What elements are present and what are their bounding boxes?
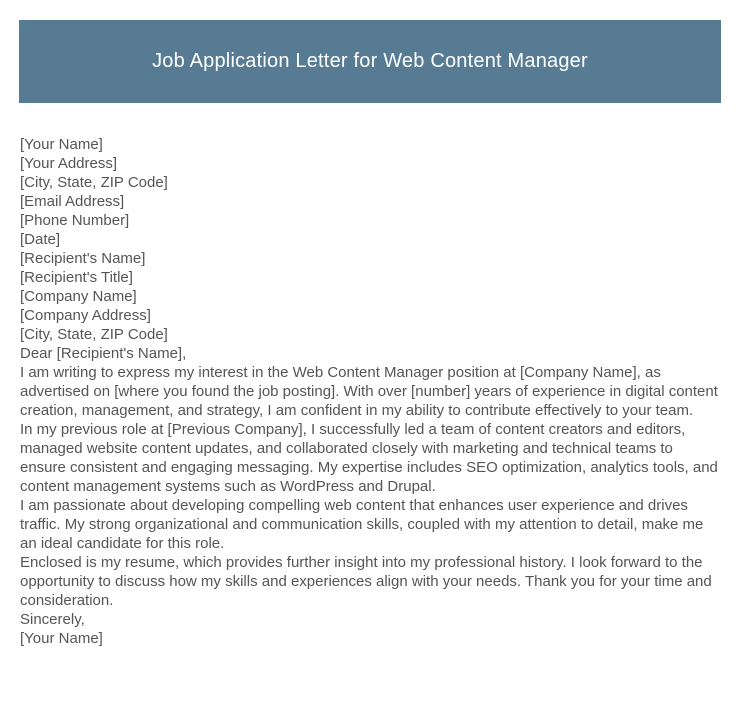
closing-line: Sincerely, xyxy=(20,611,85,628)
address-line: [Email Address] xyxy=(20,193,125,210)
address-block xyxy=(20,135,720,344)
page-title: Job Application Letter for Web Content Manager xyxy=(152,50,588,72)
address-line: [Your Address] xyxy=(20,155,118,172)
address-line: [Company Name] xyxy=(20,288,137,305)
address-line: [Date] xyxy=(20,231,61,248)
signature-line: [Your Name] xyxy=(20,630,103,647)
letter-paragraph: I am writing to express my interest in the Web Content Manager position at [Company Name], as advertised on [where you found the job posting]. With over [number] years of experience in digital content creation, management, and strategy, I am confident in my ability to contribute effectively to your team. xyxy=(20,364,718,419)
address-line: [Recipient's Title] xyxy=(20,269,133,286)
address-line: [Phone Number] xyxy=(20,212,130,229)
letter-paragraph: Enclosed is my resume, which provides further insight into my professional history. I look forward to the opportunity to discuss how my skills and experiences align with your needs. Thank you for your time and consideration. xyxy=(20,554,712,609)
letter-paragraph: In my previous role at [Previous Company], I successfully led a team of content creators and editors, managed website content updates, and collaborated closely with marketing and technical teams to ensure consistent and engaging messaging. My expertise includes SEO optimization, analytics tools, and content management systems such as WordPress and Drupal. xyxy=(20,421,718,495)
address-line: [Recipient's Name] xyxy=(20,250,146,267)
address-line: [City, State, ZIP Code] xyxy=(20,174,168,191)
address-line: [City, State, ZIP Code] xyxy=(20,326,168,343)
address-line: [Company Address] xyxy=(20,307,151,324)
letter-paragraph: I am passionate about developing compelling web content that enhances user experience and drives traffic. My strong organizational and communication skills, coupled with my attention to detail, make me an ideal candidate for this role. xyxy=(20,497,704,552)
header-banner xyxy=(19,20,721,103)
salutation: Dear [Recipient's Name], xyxy=(20,345,187,362)
letter-body xyxy=(0,135,740,648)
address-line: [Your Name] xyxy=(20,136,103,153)
